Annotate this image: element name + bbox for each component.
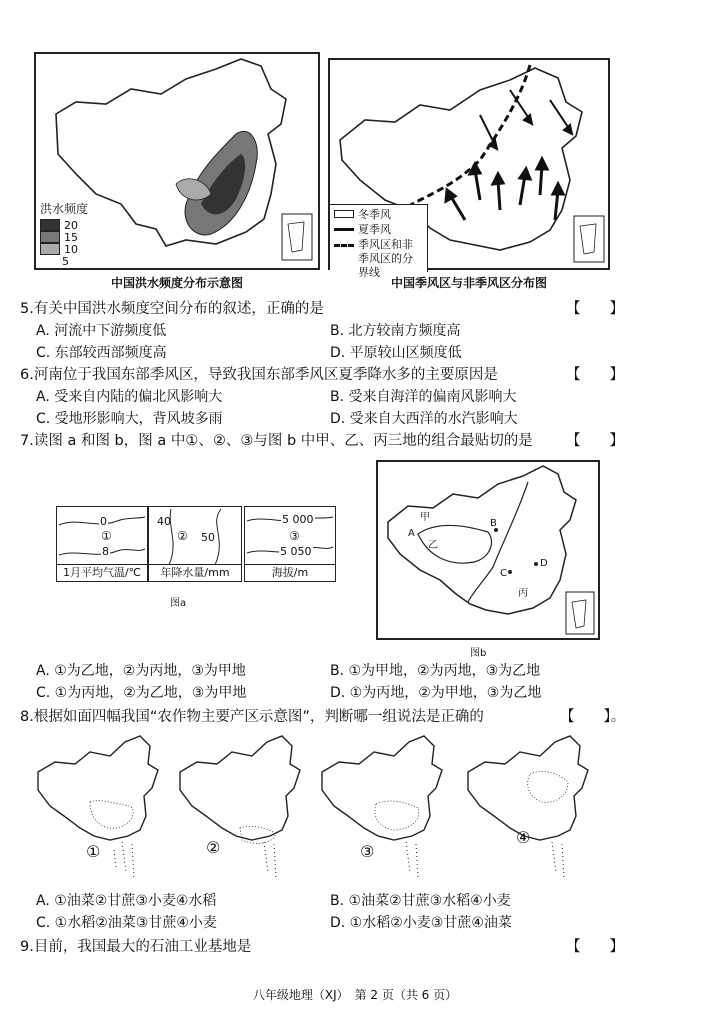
point-a: A: [408, 528, 415, 539]
question-stem: 根据如面四幅我国“农作物主要产区示意图”，判断哪一组说法是正确的: [33, 709, 484, 725]
monsoon-legend: [330, 204, 428, 279]
question-6: [20, 364, 498, 386]
question-stem: 河南位于我国东部季风区，导致我国东部季风区夏季降水多的主要原因是: [33, 367, 498, 383]
crop-map-3: [314, 732, 454, 882]
option-a[interactable]: A. ①为乙地，②为丙地，③为甲地: [36, 663, 246, 679]
question-8: [20, 706, 484, 728]
point-marker: ③: [289, 529, 300, 543]
isoline-right-value: 50: [201, 531, 215, 544]
place-yi: 乙: [428, 540, 438, 551]
place-jia: 甲: [420, 512, 430, 523]
answer-bracket: 【 】: [566, 367, 624, 383]
point-marker: ②: [177, 529, 188, 543]
isoline-top-value: 5 000: [282, 513, 314, 526]
legend-value: 15: [64, 230, 78, 244]
legend-row-5: [40, 255, 120, 267]
legend-value: 5: [62, 254, 69, 268]
point-c: C: [500, 568, 507, 579]
legend-value: 10: [64, 242, 78, 256]
option-c[interactable]: C. 受地形影响大，背风坡多雨: [36, 411, 223, 427]
panel-caption: 1月平均气温/℃: [57, 564, 147, 581]
crop-map-graphic: [460, 732, 600, 882]
crop-map-2: [172, 732, 312, 882]
point-marker: ①: [101, 529, 112, 543]
option-b[interactable]: B. 北方较南方频度高: [330, 323, 461, 339]
place-bing: 丙: [518, 588, 528, 599]
answer-bracket: 【 】。: [560, 709, 626, 725]
point-b: B: [490, 518, 497, 529]
figure-b-label: 图b: [470, 648, 487, 659]
option-b[interactable]: B. ①为甲地，②为丙地，③为乙地: [330, 663, 541, 679]
isoline-top-value: 0: [100, 515, 107, 528]
legend-label: 季风区和非季风区的分界线: [358, 238, 413, 279]
panel-caption: 海拔/m: [245, 564, 335, 581]
legend-winter-monsoon: [334, 208, 423, 220]
figure-a-panel-3: [244, 506, 336, 582]
option-d[interactable]: D. 受来自大西洋的水汽影响大: [330, 411, 518, 427]
legend-row-15: [40, 231, 120, 243]
answer-bracket: 【 】: [566, 301, 624, 317]
option-d[interactable]: D. 平原较山区频度低: [330, 345, 462, 361]
flood-legend-title: 洪水频度: [40, 202, 89, 216]
isoline-bottom-value: 5 050: [280, 545, 312, 558]
question-number: 8.: [20, 709, 34, 725]
option-a[interactable]: A. ①油菜②甘蔗③小麦④水稻: [36, 893, 217, 909]
answer-bracket: 【 】: [566, 939, 624, 955]
figure-a-panel-1: [56, 506, 148, 582]
crop-map-graphic: [172, 732, 312, 882]
option-d[interactable]: D. ①为丙地，②为甲地，③为乙地: [330, 685, 542, 701]
crop-map-4: [460, 732, 600, 882]
crop-map-number: ①: [86, 842, 101, 861]
question-stem: 有关中国洪水频度空间分布的叙述，正确的是: [33, 301, 324, 317]
isoline-bottom-value: 8: [102, 545, 109, 558]
question-9: [20, 936, 251, 958]
option-a[interactable]: A. 河流中下游频度低: [36, 323, 167, 339]
page-footer: 八年级地理（XJ） 第 2 页（共 6 页）: [252, 988, 458, 1002]
legend-summer-monsoon: [334, 223, 423, 235]
option-d[interactable]: D. ①水稻②小麦③甘蔗④油菜: [330, 915, 512, 931]
figure-a-panel-2: [148, 506, 242, 582]
legend-value: 20: [64, 218, 78, 232]
figure-b-map: [376, 460, 600, 640]
flood-map: [34, 52, 320, 270]
question-stem: 读图 a 和图 b，图 a 中①、②、③与图 b 中甲、乙、丙三地的组合最贴切的是: [33, 433, 533, 449]
question-number: 9.: [20, 939, 34, 955]
crop-map-number: ④: [516, 828, 531, 847]
crop-map-number: ③: [360, 842, 375, 861]
question-5: [20, 298, 324, 320]
crop-map-number: ②: [206, 838, 221, 857]
option-c[interactable]: C. 东部较西部频度高: [36, 345, 167, 361]
legend-label: 冬季风: [358, 208, 391, 221]
legend-row-10: [40, 243, 120, 255]
crop-map-graphic: [314, 732, 454, 882]
answer-bracket: 【 】: [566, 433, 624, 449]
option-a[interactable]: A. 受来自内陆的偏北风影响大: [36, 389, 223, 405]
monsoon-map-caption: 中国季风区与非季风区分布图: [390, 276, 547, 290]
legend-label: 夏季风: [358, 223, 391, 236]
panel-caption: 年降水量/mm: [149, 564, 241, 581]
question-number: 6.: [20, 367, 34, 383]
option-b[interactable]: B. 受来自海洋的偏南风影响大: [330, 389, 517, 405]
figure-a-label: 图a: [170, 598, 187, 609]
isoline-left-value: 40: [157, 515, 171, 528]
option-c[interactable]: C. ①为丙地，②为乙地，③为甲地: [36, 685, 247, 701]
figure-b-graphic: [378, 462, 598, 638]
flood-map-caption: 中国洪水频度分布示意图: [110, 276, 243, 290]
point-d: D: [540, 558, 548, 569]
question-7: [20, 430, 533, 452]
option-c[interactable]: C. ①水稻②油菜③甘蔗④小麦: [36, 915, 217, 931]
flood-legend: [40, 200, 120, 267]
question-number: 7.: [20, 433, 34, 449]
option-b[interactable]: B. ①油菜②甘蔗③水稻④小麦: [330, 893, 511, 909]
question-stem: 目前，我国最大的石油工业基地是: [33, 939, 252, 955]
monsoon-map: [328, 58, 610, 279]
question-number: 5.: [20, 301, 34, 317]
crop-map-1: [30, 732, 170, 882]
legend-row-20: [40, 219, 120, 231]
